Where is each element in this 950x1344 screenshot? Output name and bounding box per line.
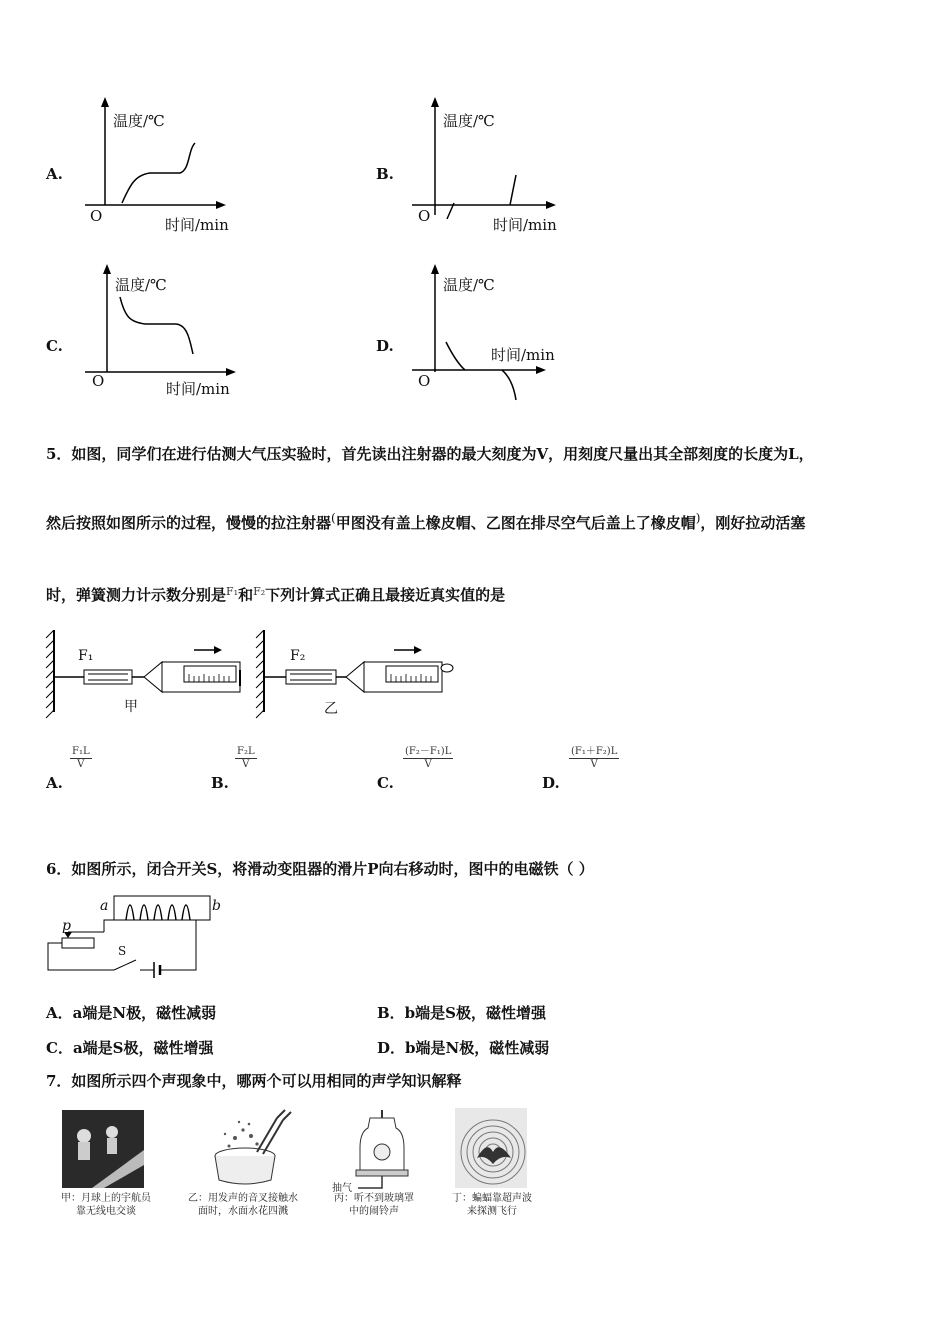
q5-stem-line3 <box>46 582 505 605</box>
q5-line3a: 时，弹簧测力计示数分别是 <box>46 586 227 604</box>
f1-symbol: F₁ <box>226 585 239 598</box>
astronaut-2-body <box>107 1138 117 1154</box>
caption-jia <box>46 1192 166 1218</box>
jar-base <box>356 1170 408 1176</box>
formula-b-den: V <box>242 759 250 770</box>
q4-a-x-label: 时间/min <box>165 216 229 234</box>
graph-d-svg <box>410 262 580 402</box>
alarm-bell <box>374 1144 390 1160</box>
rubber-cap-yi <box>441 664 453 672</box>
segment-right <box>510 175 516 205</box>
photo-astronauts <box>62 1110 144 1188</box>
syringe-scale-jia <box>184 666 236 682</box>
q4-b-origin: O <box>418 207 431 225</box>
photo-bat <box>455 1108 527 1188</box>
y-axis-arrow <box>101 97 109 107</box>
fig-jia-label: 甲 <box>124 699 138 715</box>
caption-ding-line1: 丁：蝙蝠靠超声波 <box>452 1193 532 1204</box>
q6-stem: 6．如图所示，闭合开关S，将滑动变阻器的滑片P向右移动时，图中的电磁铁（ ） <box>46 860 594 878</box>
fig-f1-label: F₁ <box>78 648 94 664</box>
x-axis-arrow <box>216 201 226 209</box>
photo-bell-jar <box>330 1108 420 1196</box>
q5-option-d-formula <box>569 746 619 771</box>
syringe-svg <box>44 630 464 720</box>
temperature-curve <box>122 143 195 203</box>
fig-p-label: p <box>62 918 71 934</box>
spacecraft-ramp <box>92 1150 144 1188</box>
y-axis-arrow <box>431 97 439 107</box>
formula-b-num: F₂L <box>237 746 255 757</box>
q4-graph-d <box>410 262 580 402</box>
y-axis-arrow <box>103 264 111 274</box>
q4-d-origin: O <box>418 372 431 390</box>
caption-bing-line2: 中的闹铃声 <box>349 1206 399 1217</box>
formula-a-num: F₁L <box>72 746 90 757</box>
formula-d-num: (F₁＋F₂)L <box>571 746 618 757</box>
q5-option-b-label: B. <box>211 774 229 792</box>
rheostat <box>62 938 94 948</box>
caption-ding-line2: 来探测飞行 <box>467 1206 517 1217</box>
syringe-scale-yi <box>386 666 438 682</box>
f2-symbol: F₂ <box>253 585 266 598</box>
x-axis-arrow <box>536 366 546 374</box>
astronaut-1-body <box>78 1142 90 1160</box>
pump-label: 抽气 <box>332 1183 352 1194</box>
water-splash <box>224 1121 259 1148</box>
fig-yi-label: 乙 <box>324 701 338 717</box>
photo-tuning-fork <box>205 1108 295 1188</box>
q4-option-d-label: D. <box>376 337 394 355</box>
tuning-fork-svg <box>205 1108 295 1188</box>
pull-arrowhead-jia <box>214 646 222 654</box>
segment-left <box>446 342 465 370</box>
q4-a-origin: O <box>90 207 103 225</box>
q5-line2b: 甲图没有盖上橡皮帽、乙图在排尽空气后盖上了橡皮帽 <box>335 514 696 532</box>
syringe-nozzle-jia <box>144 662 162 692</box>
q5-option-c-label: C. <box>377 774 394 792</box>
pump-tube <box>358 1176 382 1188</box>
spring-scale-jia <box>84 670 132 684</box>
q5-syringe-figure <box>44 630 464 720</box>
q6-option-c: C．a端是S极，磁性增强 <box>46 1039 214 1057</box>
wall-hatch-yi <box>256 630 264 718</box>
q4-d-y-label: 温度/℃ <box>443 276 495 294</box>
q5-line2a: 然后按照如图所示的过程，慢慢的拉注射器 <box>46 514 332 532</box>
switch-s <box>114 960 136 970</box>
caption-ding <box>436 1192 548 1218</box>
wire-b <box>169 920 196 970</box>
q4-option-c-label: C. <box>46 337 63 355</box>
caption-bing-line1: 丙：听不到玻璃罩 <box>334 1193 414 1204</box>
caption-bing <box>318 1192 430 1218</box>
q5-option-d-label: D. <box>542 774 560 792</box>
formula-d-den: V <box>590 759 598 770</box>
q4-option-b-label: B. <box>376 165 394 183</box>
paren-close: ) <box>695 511 701 525</box>
q6-option-d: D．b端是N极，磁性减弱 <box>377 1039 550 1057</box>
circuit-svg <box>44 890 234 980</box>
astronaut-2-helmet <box>106 1126 118 1138</box>
fig-a-label: a <box>100 898 109 914</box>
q4-d-x-label: 时间/min <box>491 346 555 364</box>
formula-c-den: V <box>424 759 432 770</box>
basin-body <box>215 1156 275 1184</box>
y-axis-arrow <box>431 264 439 274</box>
fig-b-label: b <box>212 898 221 914</box>
fig-f2-label: F₂ <box>290 648 306 664</box>
temperature-curve <box>120 297 193 354</box>
q4-b-y-label: 温度/℃ <box>443 112 495 130</box>
q6-option-a: A．a端是N极，磁性减弱 <box>46 1004 217 1022</box>
q5-line3b: 下列计算式正确且最接近真实值的是 <box>265 586 506 604</box>
astronaut-1-helmet <box>77 1129 91 1143</box>
q5-he: 和 <box>238 586 254 604</box>
q5-line2c: ，刚好拉动活塞 <box>700 514 806 532</box>
bat-svg <box>455 1108 527 1188</box>
tuning-fork <box>257 1110 291 1154</box>
q5-option-a-label: A. <box>46 774 63 792</box>
wire-a <box>104 920 126 932</box>
q4-option-a-label: A. <box>46 165 63 183</box>
caption-jia-line2: 靠无线电交谈 <box>76 1206 136 1217</box>
q6-circuit-figure <box>44 890 234 980</box>
x-axis-arrow <box>546 201 556 209</box>
x-axis-arrow <box>226 368 236 376</box>
wall-hatch-jia <box>46 630 54 718</box>
q5-option-b-formula <box>235 746 257 771</box>
q6-option-b: B．b端是S极，磁性增强 <box>377 1004 546 1022</box>
segment-right <box>502 370 516 400</box>
syringe-nozzle-yi <box>346 662 364 692</box>
q5-stem-line1: 5．如图，同学们在进行估测大气压实验时，首先读出注射器的最大刻度为V，用刻度尺量出其全部刻度的长度为L， <box>46 445 814 463</box>
paren-open: ( <box>331 511 336 525</box>
astronaut-svg <box>62 1110 144 1188</box>
q7-stem: 7．如图所示四个声现象中，哪两个可以用相同的声学知识解释 <box>46 1072 462 1090</box>
q5-option-c-formula <box>403 746 453 771</box>
spring-scale-yi <box>286 670 336 684</box>
caption-yi <box>172 1192 314 1218</box>
formula-c-num: (F₂－F₁)L <box>405 746 452 757</box>
q4-b-x-label: 时间/min <box>493 216 557 234</box>
q4-c-x-label: 时间/min <box>166 380 230 398</box>
caption-yi-line1: 乙：用发声的音叉接触水 <box>188 1193 298 1204</box>
q4-a-y-label: 温度/℃ <box>113 112 165 130</box>
caption-yi-line2: 面时，水面水花四溅 <box>198 1206 288 1217</box>
formula-a-den: V <box>77 759 85 770</box>
pull-arrowhead-yi <box>414 646 422 654</box>
caption-jia-line1: 甲：月球上的宇航员 <box>61 1193 151 1204</box>
q5-option-a-formula <box>70 746 92 771</box>
q5-stem-line2 <box>46 508 805 533</box>
fig-s-label: S <box>118 944 127 958</box>
q4-c-y-label: 温度/℃ <box>115 276 167 294</box>
q4-c-origin: O <box>92 372 105 390</box>
